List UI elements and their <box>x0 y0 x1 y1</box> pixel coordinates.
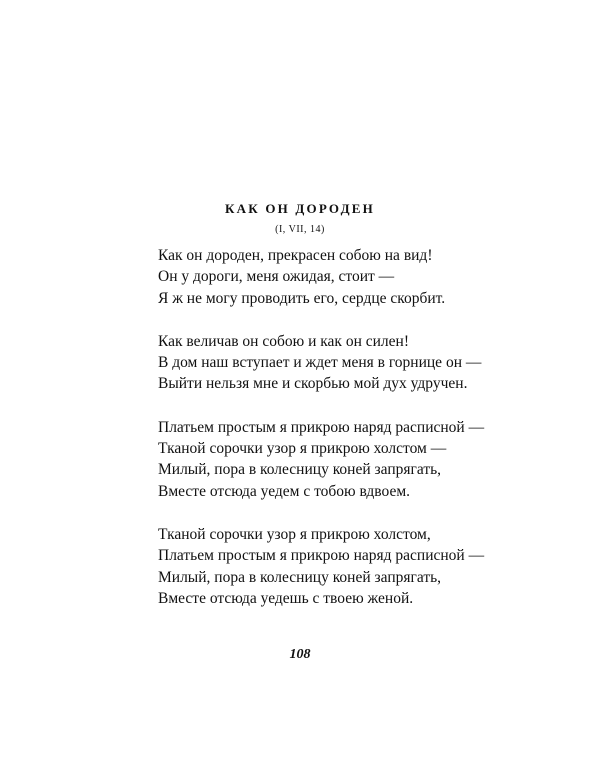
poem-body <box>158 245 485 631</box>
poem-title: КАК ОН ДОРОДЕН <box>225 201 375 216</box>
stanza-2 <box>158 331 482 395</box>
page-number: 108 <box>289 647 311 662</box>
poem-line: Я ж не могу проводить его, сердце скорбит. <box>158 289 446 307</box>
poem-line: Милый, пора в колесницу коней запрягать, <box>158 461 442 479</box>
poem-line: Как он дороден, прекрасен собою на вид! <box>158 247 433 264</box>
poem-line: Тканой сорочки узор я прикрою холстом, <box>158 525 431 543</box>
poem-line: Вместе отсюда уедем с тобою вдвоем. <box>158 482 411 500</box>
poem-line: Платьем простым я прикрою наряд расписной — <box>158 547 485 565</box>
poem-line: Вместе отсюда уедешь с твоею женой. <box>158 589 414 607</box>
poem-line: Он у дороги, меня ожидая, стоит — <box>158 268 395 286</box>
poem-line: Выйти нельзя мне и скорбью мой дух удручен. <box>158 375 468 393</box>
poem-line: Как величав он собою и как он силен! <box>158 332 409 350</box>
poem-line: Милый, пора в колесницу коней запрягать, <box>158 568 442 586</box>
stanza-3 <box>158 417 485 502</box>
poem-line: Платьем простым я прикрою наряд расписной — <box>158 418 485 436</box>
stanza-4 <box>158 524 485 609</box>
stanza-1 <box>158 245 458 309</box>
poem-line: В дом наш вступает и ждет меня в горнице он — <box>158 354 482 372</box>
poem-line: Тканой сорочки узор я прикрою холстом — <box>158 440 447 458</box>
poem-source-reference: (I, VII, 14) <box>275 224 325 235</box>
